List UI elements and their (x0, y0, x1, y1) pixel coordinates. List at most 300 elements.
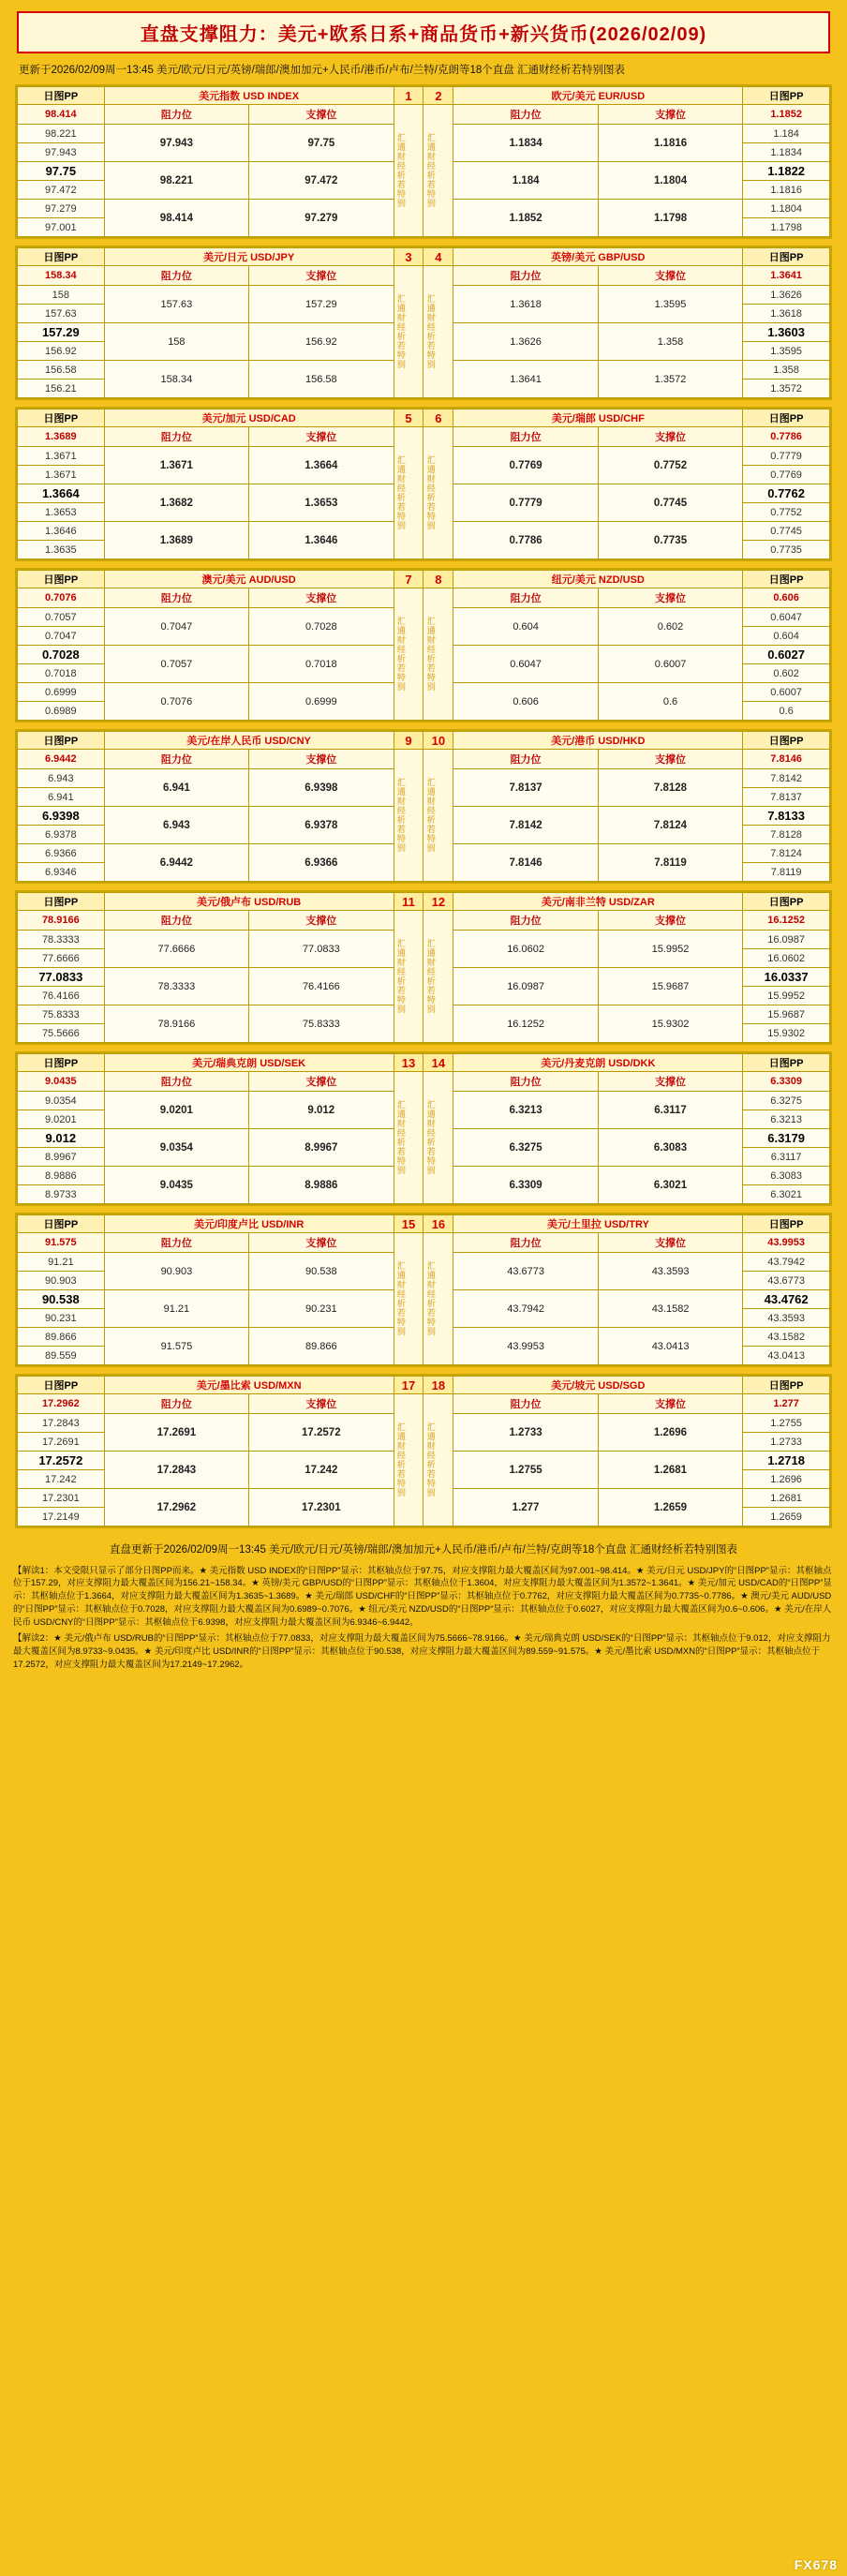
pair-title-right: 美元/坡元 USD/SGD (453, 1377, 743, 1394)
pp-value-right: 6.3083 (743, 1167, 830, 1185)
pair-title-right: 美元/丹麦克朗 USD/DKK (453, 1054, 743, 1072)
pp-value-left: 1.3689 (18, 427, 105, 447)
subtitle: 更新于2026/02/09周一13:45 美元/欧元/日元/英镑/瑞郎/澳加加元+人民币/港币/卢布/兰特/克朗等18个直盘 汇通财经析若特别图表 (19, 65, 625, 76)
support-value-right: 1.3572 (598, 361, 742, 398)
pp-value-left: 1.3671 (18, 447, 105, 466)
pp-value-right: 16.1252 (743, 911, 830, 931)
pp-value-left: 75.8333 (18, 1005, 105, 1024)
support-value-right: 1.2659 (598, 1489, 742, 1526)
support-value-left: 17.242 (249, 1452, 394, 1489)
resistance-value-left: 158 (104, 323, 248, 361)
pair-section (15, 1213, 832, 1367)
pair-section (15, 84, 832, 239)
pp-value-left: 158.34 (18, 266, 105, 286)
pp-value-right: 0.6027 (743, 646, 830, 664)
resistance-value-right: 1.1852 (453, 200, 598, 237)
note-1: 【解读1：本文受限只显示了部分日图PP而来。★ 美元指数 USD INDEX的“日图PP”显示：其枢轴点位于97.75，对应支撑阻力最大覆盖区间为97.001~98.414。★ 美元/日元 USD/JPY的“日图PP”显示：其枢轴点位于157.29，对应支撑阻力最大覆盖区间为156.21~158.34。★ 英镑/美元 GBP/USD的“日图PP”显示：其枢轴点位于1.3604，对应支撑阻力最大覆盖区间为1.3572~1.3641。★ 美元/加元 USD/CAD的“日图PP”显示：其枢轴点位于1.3664，对应支撑阻力最大覆盖区间为1.3635~1.3689。★ 美元/瑞郎 USD/CHF的“日图PP”显示：其枢轴点位于0.7762，对应支撑阻力最大覆盖区间为0.7735~0.7786。★ 澳元/美元 AUD/USD的“日图PP”显示：其枢轴点位于0.7028，对应支撑阻力最大覆盖区间为0.6989~0.7076。★ 纽元/美元 NZD/USD的“日图PP”显示：其枢轴点位于0.6027，对应支撑阻力最大覆盖区间为0.6~0.606。★ 美元/在岸人民币 USD/CNY的“日图PP”显示：其枢轴点位于6.9398，对应支撑阻力最大覆盖区间为6.9346~6.9442。 (13, 1565, 832, 1628)
resistance-value-right: 0.7769 (453, 447, 598, 484)
pp-header-right: 日图PP (743, 248, 830, 266)
level-header-row (18, 266, 830, 286)
pair-section (15, 729, 832, 884)
support-header-left: 支撑位 (249, 266, 394, 286)
support-value-left: 0.7018 (249, 646, 394, 683)
resistance-value-left: 78.3333 (104, 968, 248, 1005)
pp-value-left: 89.866 (18, 1328, 105, 1347)
pp-value-left: 97.001 (18, 218, 105, 237)
support-header-right: 支撑位 (598, 427, 742, 447)
pp-value-left: 6.9346 (18, 863, 105, 882)
support-value-left: 90.231 (249, 1290, 394, 1328)
section-header-row (18, 1054, 830, 1072)
pp-header-left: 日图PP (18, 409, 105, 427)
resistance-header-left: 阻力位 (104, 427, 248, 447)
pp-header-left: 日图PP (18, 571, 105, 588)
pp-value-left: 0.7057 (18, 608, 105, 627)
pp-value-right: 1.3641 (743, 266, 830, 286)
pp-header-right: 日图PP (743, 893, 830, 911)
index-number-right: 18 (424, 1377, 453, 1394)
resistance-value-right: 0.7786 (453, 522, 598, 559)
note-2: 【解读2：★ 美元/俄卢布 USD/RUB的“日图PP”显示：其枢轴点位于77.0833，对应支撑阻力最大覆盖区间为75.5666~78.9166。★ 美元/瑞典克朗 USD/SEK的“日图PP”显示：其枢轴点位于9.012，对应支撑阻力最大覆盖区间为8.9733~9.0435。★ 美元/印度卢比 USD/INR的“日图PP”显示：其枢轴点位于90.538，对应支撑阻力最大覆盖区间为89.559~91.575。★ 美元/墨比索 USD/MXN的“日图PP”显示：其枢轴点位于17.2572，对应支撑阻力最大覆盖区间为17.2149~17.2962。 (13, 1633, 831, 1670)
resistance-value-right: 6.3309 (453, 1167, 598, 1204)
footer-note: 直盘更新于2026/02/09周一13:45 美元/欧元/日元/英镑/瑞郎/澳加加元+人民币/港币/卢布/兰特/克朗等18个直盘 汇通财经析若特别图表 (110, 1544, 737, 1556)
resistance-value-right: 43.9953 (453, 1328, 598, 1365)
pp-value-right: 6.3213 (743, 1110, 830, 1129)
support-value-right: 0.602 (598, 608, 742, 646)
support-value-left: 6.9378 (249, 807, 394, 844)
title-box (17, 11, 830, 53)
support-value-left: 97.472 (249, 162, 394, 200)
support-value-left: 89.866 (249, 1328, 394, 1365)
pp-value-right: 0.602 (743, 664, 830, 683)
pp-header-left: 日图PP (18, 1377, 105, 1394)
support-header-left: 支撑位 (249, 588, 394, 608)
section-header-row (18, 571, 830, 588)
support-value-left: 17.2301 (249, 1489, 394, 1526)
pp-value-right: 6.3021 (743, 1185, 830, 1204)
resistance-value-right: 0.604 (453, 608, 598, 646)
resistance-value-right: 6.3275 (453, 1129, 598, 1167)
pair-title-left: 美元指数 USD INDEX (104, 87, 394, 105)
pp-header-left: 日图PP (18, 1054, 105, 1072)
support-value-right: 6.3117 (598, 1092, 742, 1129)
resistance-value-left: 0.7057 (104, 646, 248, 683)
pair-title-left: 美元/俄卢布 USD/RUB (104, 893, 394, 911)
pp-value-right: 7.8142 (743, 769, 830, 788)
pp-value-right: 1.2681 (743, 1489, 830, 1508)
pp-value-right: 6.3179 (743, 1129, 830, 1148)
pp-value-left: 0.6989 (18, 702, 105, 721)
resistance-value-right: 43.7942 (453, 1290, 598, 1328)
support-value-right: 6.3021 (598, 1167, 742, 1204)
pp-value-left: 97.279 (18, 200, 105, 218)
resistance-value-left: 90.903 (104, 1253, 248, 1290)
resistance-value-right: 1.1834 (453, 125, 598, 162)
support-value-right: 1.1816 (598, 125, 742, 162)
pp-value-right: 16.0602 (743, 949, 830, 968)
support-header-left: 支撑位 (249, 1072, 394, 1092)
pp-value-right: 6.3309 (743, 1072, 830, 1092)
pp-value-left: 0.7047 (18, 627, 105, 646)
pp-value-right: 1.3595 (743, 342, 830, 361)
level-header-row (18, 105, 830, 125)
pp-value-left: 90.903 (18, 1272, 105, 1290)
resistance-value-left: 17.2843 (104, 1452, 248, 1489)
resistance-header-right: 阻力位 (453, 911, 598, 931)
support-header-right: 支撑位 (598, 588, 742, 608)
pp-value-right: 1.1834 (743, 143, 830, 162)
pp-header-right: 日图PP (743, 1377, 830, 1394)
pp-header-left: 日图PP (18, 1215, 105, 1233)
level-header-row (18, 1072, 830, 1092)
pp-header-left: 日图PP (18, 248, 105, 266)
watermark-right: 汇通财经析若特别 (424, 1072, 453, 1204)
pp-value-left: 0.6999 (18, 683, 105, 702)
support-header-right: 支撑位 (598, 911, 742, 931)
pp-value-right: 43.7942 (743, 1253, 830, 1272)
pp-header-right: 日图PP (743, 732, 830, 750)
support-value-left: 6.9366 (249, 844, 394, 882)
level-header-row (18, 1394, 830, 1414)
index-number-right: 16 (424, 1215, 453, 1233)
pp-header-right: 日图PP (743, 409, 830, 427)
resistance-value-left: 1.3682 (104, 484, 248, 522)
level-header-row (18, 1233, 830, 1253)
support-value-right: 0.6007 (598, 646, 742, 683)
section-header-row (18, 87, 830, 105)
resistance-value-right: 16.0987 (453, 968, 598, 1005)
section-header-row (18, 248, 830, 266)
support-header-left: 支撑位 (249, 427, 394, 447)
resistance-header-right: 阻力位 (453, 1233, 598, 1253)
support-value-left: 97.75 (249, 125, 394, 162)
watermark-right: 汇通财经析若特别 (424, 266, 453, 398)
pp-value-right: 1.3626 (743, 286, 830, 305)
pp-value-right: 0.7752 (743, 503, 830, 522)
resistance-header-left: 阻力位 (104, 105, 248, 125)
pp-value-left: 77.0833 (18, 968, 105, 987)
pp-value-left: 157.63 (18, 305, 105, 323)
support-value-right: 15.9687 (598, 968, 742, 1005)
support-value-right: 43.3593 (598, 1253, 742, 1290)
pp-value-right: 7.8128 (743, 826, 830, 844)
index-number-right: 4 (424, 248, 453, 266)
support-value-left: 0.6999 (249, 683, 394, 721)
pp-value-right: 16.0337 (743, 968, 830, 987)
resistance-value-right: 1.2733 (453, 1414, 598, 1452)
resistance-value-left: 97.943 (104, 125, 248, 162)
pp-value-right: 7.8124 (743, 844, 830, 863)
support-value-left: 1.3664 (249, 447, 394, 484)
support-value-left: 157.29 (249, 286, 394, 323)
pp-header-right: 日图PP (743, 87, 830, 105)
page-title: 直盘支撑阻力：美元+欧系日系+商品货币+新兴货币(2026/02/09) (140, 24, 707, 45)
pp-value-right: 0.7786 (743, 427, 830, 447)
pair-section (15, 246, 832, 400)
pp-value-left: 156.58 (18, 361, 105, 380)
level-header-row (18, 588, 830, 608)
pp-value-right: 0.6 (743, 702, 830, 721)
resistance-value-left: 9.0201 (104, 1092, 248, 1129)
support-value-left: 75.8333 (249, 1005, 394, 1043)
resistance-header-left: 阻力位 (104, 911, 248, 931)
resistance-header-left: 阻力位 (104, 750, 248, 769)
pp-value-left: 90.538 (18, 1290, 105, 1309)
watermark-left: 汇通财经析若特别 (394, 427, 424, 559)
resistance-value-left: 9.0435 (104, 1167, 248, 1204)
resistance-value-left: 1.3671 (104, 447, 248, 484)
pp-value-right: 43.6773 (743, 1272, 830, 1290)
support-value-right: 1.2681 (598, 1452, 742, 1489)
pp-value-right: 7.8146 (743, 750, 830, 769)
notes-area (0, 1561, 847, 1681)
pp-value-right: 43.9953 (743, 1233, 830, 1253)
pp-value-right: 0.606 (743, 588, 830, 608)
pp-value-left: 6.941 (18, 788, 105, 807)
section-header-row (18, 1215, 830, 1233)
resistance-header-right: 阻力位 (453, 105, 598, 125)
pp-value-right: 7.8119 (743, 863, 830, 882)
pp-value-left: 98.221 (18, 125, 105, 143)
pair-title-left: 澳元/美元 AUD/USD (104, 571, 394, 588)
resistance-header-right: 阻力位 (453, 427, 598, 447)
support-value-left: 156.92 (249, 323, 394, 361)
watermark-right: 汇通财经析若特别 (424, 427, 453, 559)
pp-value-right: 1.358 (743, 361, 830, 380)
pair-title-right: 欧元/美元 EUR/USD (453, 87, 743, 105)
pp-value-right: 1.1852 (743, 105, 830, 125)
resistance-value-left: 1.3689 (104, 522, 248, 559)
pair-section (15, 568, 832, 722)
resistance-value-right: 16.1252 (453, 1005, 598, 1043)
pp-value-left: 1.3653 (18, 503, 105, 522)
pp-value-right: 1.3618 (743, 305, 830, 323)
resistance-header-right: 阻力位 (453, 266, 598, 286)
resistance-value-left: 6.941 (104, 769, 248, 807)
pp-value-left: 1.3664 (18, 484, 105, 503)
pp-value-right: 7.8137 (743, 788, 830, 807)
pp-value-right: 0.604 (743, 627, 830, 646)
resistance-value-right: 0.6047 (453, 646, 598, 683)
pp-value-right: 0.7735 (743, 541, 830, 559)
index-number-left: 13 (394, 1054, 424, 1072)
pp-value-left: 77.6666 (18, 949, 105, 968)
index-number-left: 5 (394, 409, 424, 427)
resistance-value-right: 1.3641 (453, 361, 598, 398)
index-number-left: 7 (394, 571, 424, 588)
resistance-header-left: 阻力位 (104, 1233, 248, 1253)
support-header-left: 支撑位 (249, 1394, 394, 1414)
watermark-right: 汇通财经析若特别 (424, 750, 453, 882)
pp-value-right: 1.2718 (743, 1452, 830, 1470)
support-value-right: 0.7745 (598, 484, 742, 522)
pp-value-left: 9.0354 (18, 1092, 105, 1110)
support-value-left: 76.4166 (249, 968, 394, 1005)
pp-value-right: 1.1816 (743, 181, 830, 200)
support-header-left: 支撑位 (249, 911, 394, 931)
pp-value-left: 17.2301 (18, 1489, 105, 1508)
resistance-value-right: 6.3213 (453, 1092, 598, 1129)
pp-value-right: 1.2733 (743, 1433, 830, 1452)
pp-value-right: 0.7745 (743, 522, 830, 541)
watermark-right: 汇通财经析若特别 (424, 1394, 453, 1526)
pair-section (15, 407, 832, 561)
resistance-value-left: 6.9442 (104, 844, 248, 882)
pair-title-right: 美元/港币 USD/HKD (453, 732, 743, 750)
pp-value-left: 0.7076 (18, 588, 105, 608)
pair-title-right: 英镑/美元 GBP/USD (453, 248, 743, 266)
index-number-left: 11 (394, 893, 424, 911)
support-header-left: 支撑位 (249, 105, 394, 125)
resistance-value-left: 6.943 (104, 807, 248, 844)
pp-value-left: 91.21 (18, 1253, 105, 1272)
pp-value-right: 1.2755 (743, 1414, 830, 1433)
watermark-left: 汇通财经析若特别 (394, 1394, 424, 1526)
pp-value-left: 91.575 (18, 1233, 105, 1253)
support-value-right: 1.2696 (598, 1414, 742, 1452)
support-value-right: 0.7752 (598, 447, 742, 484)
resistance-value-right: 1.277 (453, 1489, 598, 1526)
pp-value-right: 43.4762 (743, 1290, 830, 1309)
support-value-right: 7.8128 (598, 769, 742, 807)
pp-value-left: 9.0435 (18, 1072, 105, 1092)
resistance-value-left: 9.0354 (104, 1129, 248, 1167)
watermark-left: 汇通财经析若特别 (394, 105, 424, 237)
pp-value-left: 157.29 (18, 323, 105, 342)
pp-value-right: 15.9952 (743, 987, 830, 1005)
resistance-value-left: 78.9166 (104, 1005, 248, 1043)
pp-value-left: 17.242 (18, 1470, 105, 1489)
support-value-right: 1.358 (598, 323, 742, 361)
pp-value-left: 156.21 (18, 380, 105, 398)
watermark-left: 汇通财经析若特别 (394, 1072, 424, 1204)
pp-value-left: 17.2572 (18, 1452, 105, 1470)
pp-value-left: 0.7028 (18, 646, 105, 664)
index-number-right: 8 (424, 571, 453, 588)
resistance-header-left: 阻力位 (104, 1394, 248, 1414)
resistance-value-left: 91.21 (104, 1290, 248, 1328)
watermark-right: 汇通财经析若特别 (424, 105, 453, 237)
support-value-left: 77.0833 (249, 931, 394, 968)
pp-value-right: 1.3603 (743, 323, 830, 342)
index-number-right: 10 (424, 732, 453, 750)
resistance-value-left: 158.34 (104, 361, 248, 398)
support-header-left: 支撑位 (249, 1233, 394, 1253)
pp-value-left: 8.9733 (18, 1185, 105, 1204)
support-value-right: 43.1582 (598, 1290, 742, 1328)
resistance-value-right: 1.3626 (453, 323, 598, 361)
pp-value-left: 6.943 (18, 769, 105, 788)
pp-value-left: 17.2962 (18, 1394, 105, 1414)
resistance-value-right: 1.3618 (453, 286, 598, 323)
pp-value-right: 1.3572 (743, 380, 830, 398)
support-value-left: 97.279 (249, 200, 394, 237)
pair-section (15, 1051, 832, 1206)
index-number-right: 14 (424, 1054, 453, 1072)
pp-value-right: 6.3117 (743, 1148, 830, 1167)
pp-value-left: 97.75 (18, 162, 105, 181)
resistance-value-left: 91.575 (104, 1328, 248, 1365)
pp-value-right: 15.9687 (743, 1005, 830, 1024)
resistance-header-right: 阻力位 (453, 750, 598, 769)
watermark-right: 汇通财经析若特别 (424, 911, 453, 1043)
support-value-right: 0.6 (598, 683, 742, 721)
pp-value-left: 90.231 (18, 1309, 105, 1328)
index-number-left: 3 (394, 248, 424, 266)
pp-value-left: 78.9166 (18, 911, 105, 931)
index-number-left: 9 (394, 732, 424, 750)
pp-value-left: 6.9366 (18, 844, 105, 863)
index-number-right: 2 (424, 87, 453, 105)
index-number-right: 12 (424, 893, 453, 911)
pair-section (15, 1374, 832, 1528)
support-value-right: 6.3083 (598, 1129, 742, 1167)
watermark-left: 汇通财经析若特别 (394, 588, 424, 721)
support-value-left: 0.7028 (249, 608, 394, 646)
pp-value-left: 1.3671 (18, 466, 105, 484)
pp-value-left: 97.472 (18, 181, 105, 200)
pp-value-left: 8.9967 (18, 1148, 105, 1167)
pp-value-right: 0.7769 (743, 466, 830, 484)
pp-value-left: 6.9398 (18, 807, 105, 826)
resistance-header-right: 阻力位 (453, 588, 598, 608)
support-header-right: 支撑位 (598, 1394, 742, 1414)
resistance-value-right: 1.2755 (453, 1452, 598, 1489)
pp-value-left: 6.9442 (18, 750, 105, 769)
support-value-right: 1.1804 (598, 162, 742, 200)
support-header-right: 支撑位 (598, 105, 742, 125)
support-value-left: 1.3646 (249, 522, 394, 559)
support-value-right: 43.0413 (598, 1328, 742, 1365)
watermark-left: 汇通财经析若特别 (394, 750, 424, 882)
level-header-row (18, 911, 830, 931)
pp-header-right: 日图PP (743, 1215, 830, 1233)
resistance-value-left: 17.2962 (104, 1489, 248, 1526)
watermark-left: 汇通财经析若特别 (394, 911, 424, 1043)
pp-value-left: 75.5666 (18, 1024, 105, 1043)
resistance-value-right: 0.606 (453, 683, 598, 721)
resistance-header-right: 阻力位 (453, 1072, 598, 1092)
pair-title-right: 美元/土里拉 USD/TRY (453, 1215, 743, 1233)
pp-value-right: 6.3275 (743, 1092, 830, 1110)
pp-value-left: 8.9886 (18, 1167, 105, 1185)
title-area (0, 0, 847, 57)
pp-header-left: 日图PP (18, 87, 105, 105)
support-value-left: 156.58 (249, 361, 394, 398)
support-value-left: 6.9398 (249, 769, 394, 807)
support-header-right: 支撑位 (598, 266, 742, 286)
pp-value-right: 0.6047 (743, 608, 830, 627)
pair-title-left: 美元/瑞典克朗 USD/SEK (104, 1054, 394, 1072)
support-value-right: 7.8124 (598, 807, 742, 844)
support-value-left: 1.3653 (249, 484, 394, 522)
support-value-left: 17.2572 (249, 1414, 394, 1452)
pp-value-right: 1.2696 (743, 1470, 830, 1489)
pp-value-left: 156.92 (18, 342, 105, 361)
pair-title-right: 美元/南非兰特 USD/ZAR (453, 893, 743, 911)
pp-value-left: 17.2149 (18, 1508, 105, 1526)
index-number-left: 1 (394, 87, 424, 105)
resistance-value-left: 0.7076 (104, 683, 248, 721)
pp-header-right: 日图PP (743, 1054, 830, 1072)
support-value-right: 15.9302 (598, 1005, 742, 1043)
resistance-header-left: 阻力位 (104, 588, 248, 608)
pp-value-right: 7.8133 (743, 807, 830, 826)
support-value-left: 90.538 (249, 1253, 394, 1290)
index-number-left: 17 (394, 1377, 424, 1394)
pair-title-left: 美元/加元 USD/CAD (104, 409, 394, 427)
pp-value-left: 158 (18, 286, 105, 305)
